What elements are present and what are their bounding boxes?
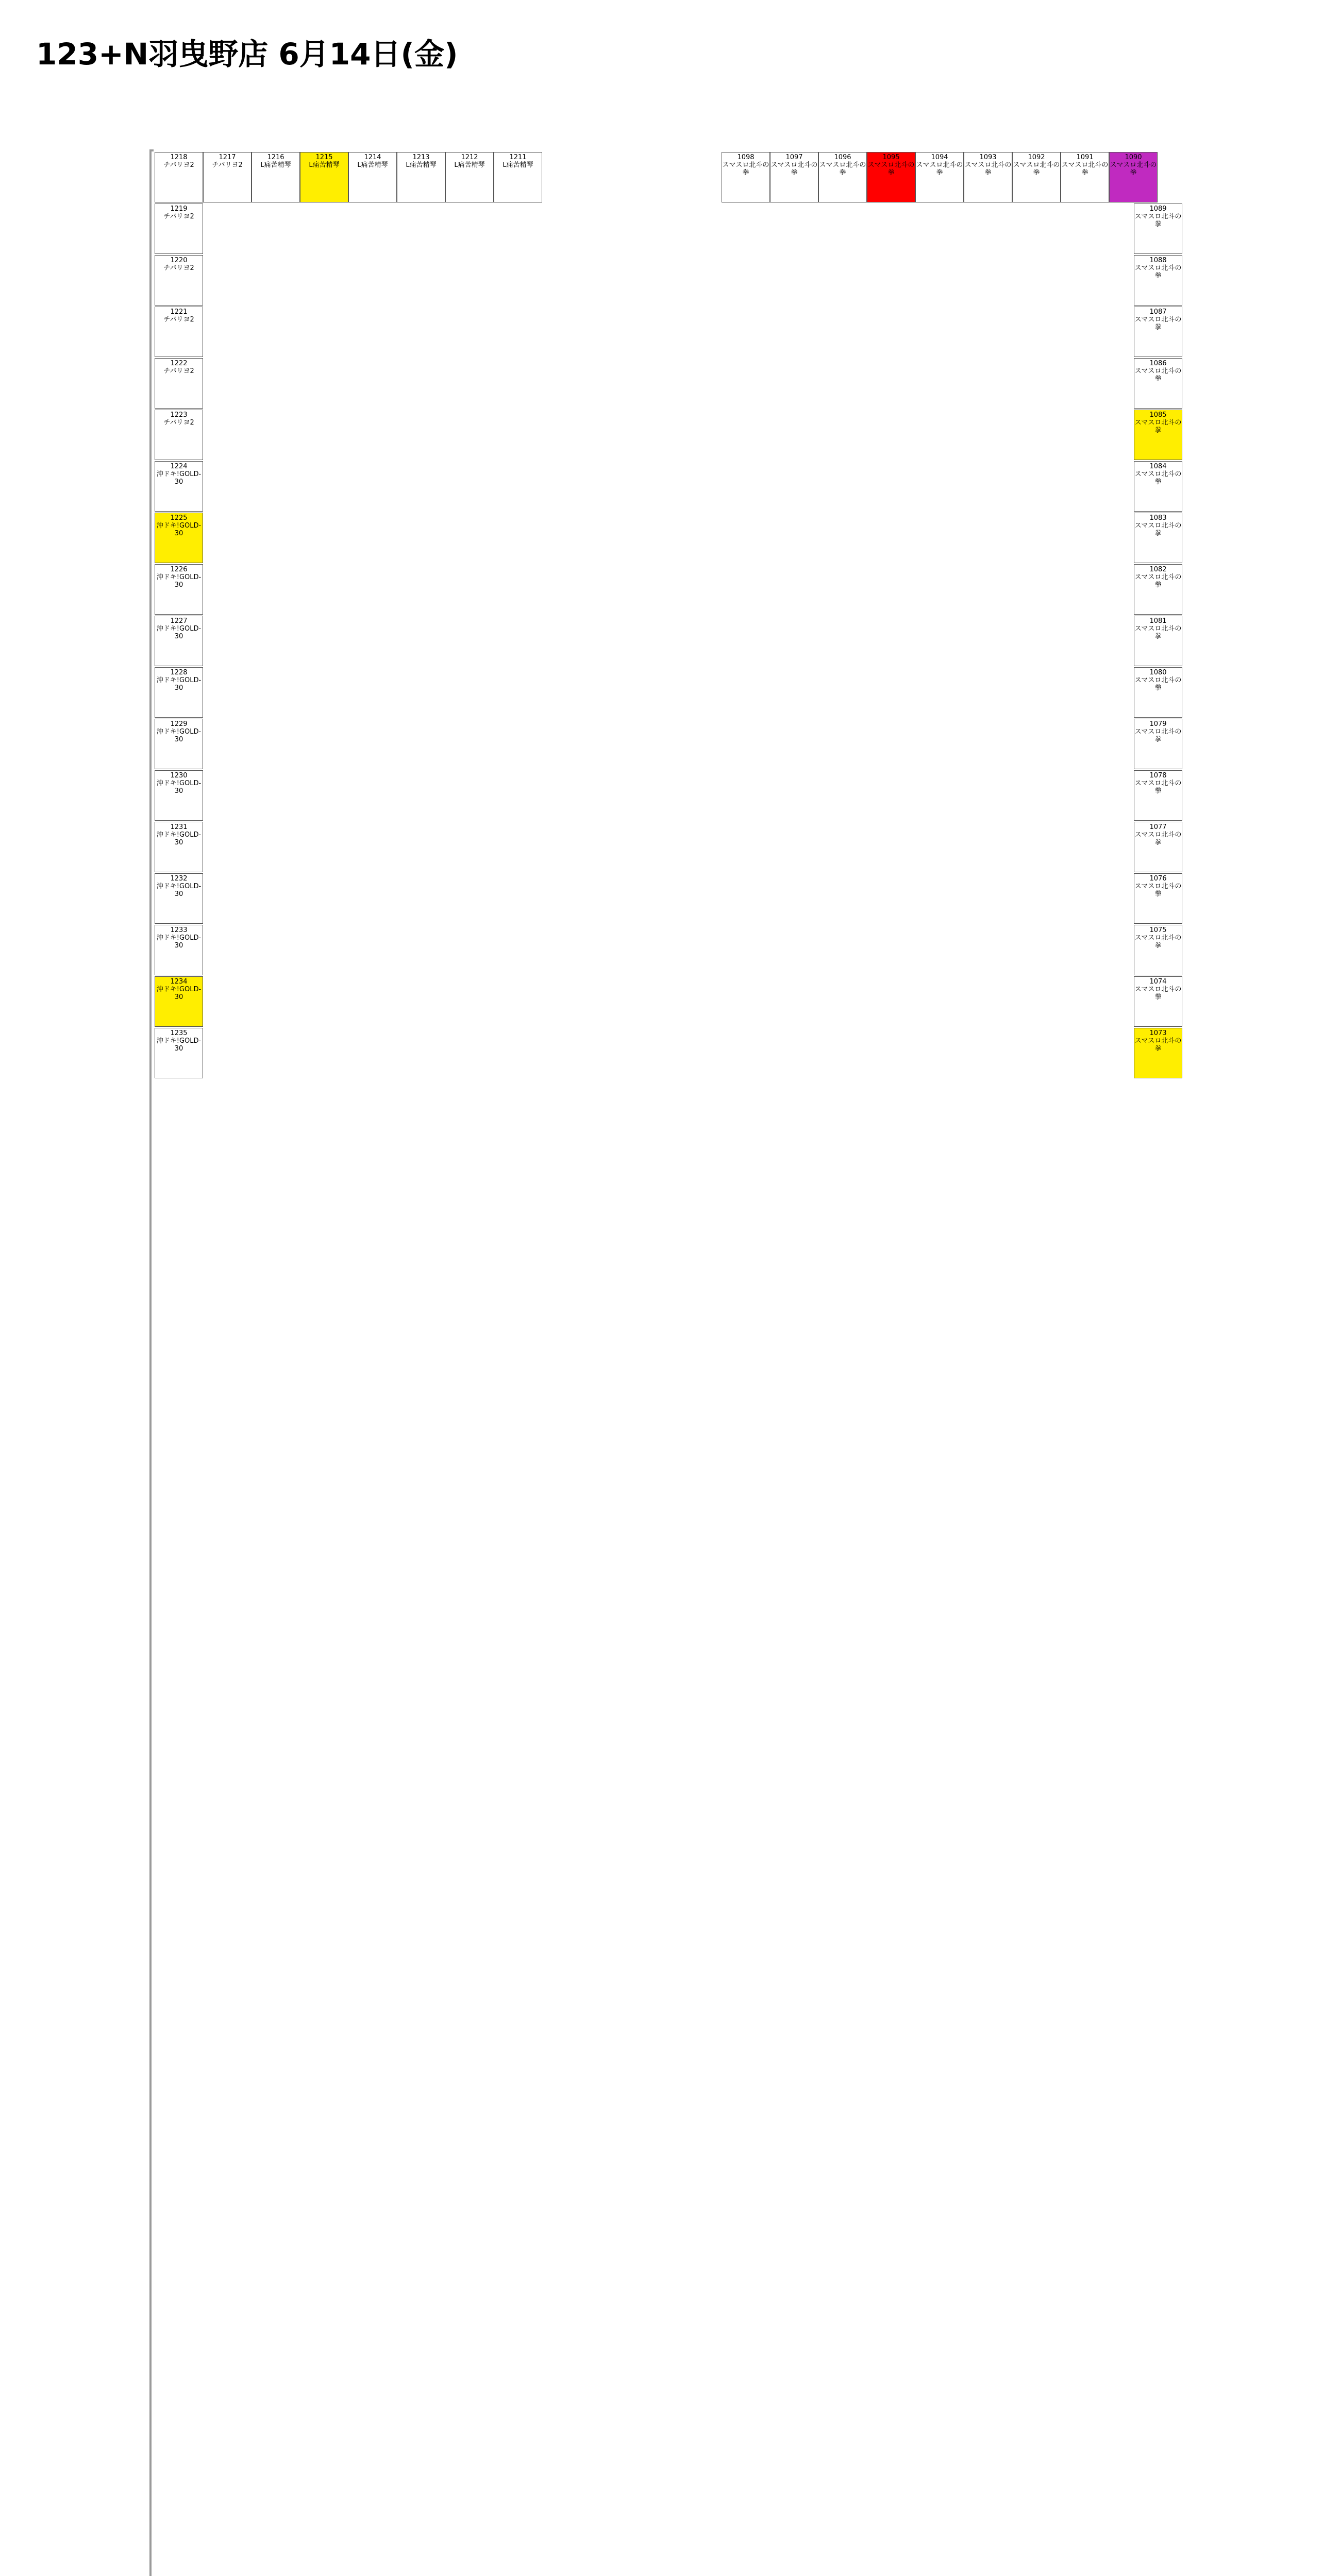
machine-model: L痛苦精琴 [309,161,340,169]
machine-number: 1217 [219,154,236,161]
machine-number: 1085 [1149,411,1167,419]
machine-model: スマスロ北斗の拳 [1134,573,1182,589]
machine-number: 1093 [979,154,997,161]
machine-model: 沖ドキ!GOLD-30 [156,573,202,589]
machine-slot [155,770,203,821]
machine-slot [155,873,203,924]
machine-model: スマスロ北斗の拳 [1134,883,1182,898]
machine-number: 1075 [1149,926,1167,934]
machine-number: 1212 [461,154,478,161]
machine-number: 1088 [1149,257,1167,264]
machine-slot [1134,976,1182,1027]
machine-slot [1134,255,1182,306]
machine-slot [1134,770,1182,821]
page-title: 123+N羽曳野店 6月14日(金) [36,37,458,72]
machine-slot [252,152,300,202]
machine-number: 1074 [1149,978,1167,986]
machine-model: チバリヨ2 [163,264,194,272]
machine-model: スマスロ北斗の拳 [770,161,818,177]
machine-model: スマスロ北斗の拳 [1134,831,1182,846]
machine-slot [1109,152,1158,202]
machine-model: スマスロ北斗の拳 [1134,934,1182,950]
machine-model: スマスロ北斗の拳 [1134,264,1182,280]
machine-model: 沖ドキ!GOLD-30 [156,779,202,795]
machine-slot [494,152,542,202]
machine-model: 沖ドキ!GOLD-30 [156,728,202,743]
machine-model: スマスロ北斗の拳 [867,161,915,177]
machine-number: 1226 [170,566,188,573]
machine-slot [1134,564,1182,615]
machine-number: 1097 [785,154,803,161]
machine-model: L痛苦精琴 [357,161,388,169]
machine-slot [155,976,203,1027]
machine-model: チバリヨ2 [212,161,243,169]
machine-slot [964,152,1012,202]
machine-model: L痛苦精琴 [260,161,291,169]
machine-number: 1089 [1149,205,1167,213]
machine-slot [1134,667,1182,718]
machine-model: スマスロ北斗の拳 [1134,625,1182,640]
machine-model: スマスロ北斗の拳 [1134,779,1182,795]
machine-number: 1079 [1149,720,1167,728]
machine-model: スマスロ北斗の拳 [916,161,963,177]
machine-number: 1235 [170,1029,188,1037]
machine-number: 1227 [170,617,188,625]
machine-slot [915,152,964,202]
machine-slot [203,152,252,202]
machine-slot [155,667,203,718]
machine-number: 1221 [170,308,188,316]
machine-model: 沖ドキ!GOLD-30 [156,1037,202,1053]
machine-number: 1219 [170,205,188,213]
machine-number: 1076 [1149,875,1167,883]
machine-slot [155,513,203,563]
machine-slot [155,616,203,666]
machine-slot [1134,822,1182,872]
machine-model: スマスロ北斗の拳 [1013,161,1060,177]
machine-slot [1134,1028,1182,1078]
machine-slot [867,152,915,202]
machine-model: 沖ドキ!GOLD-30 [156,676,202,692]
machine-number: 1090 [1125,154,1142,161]
machine-model: スマスロ北斗の拳 [1134,213,1182,228]
machine-model: 沖ドキ!GOLD-30 [156,522,202,537]
machine-model: スマスロ北斗の拳 [1134,316,1182,331]
machine-number: 1224 [170,463,188,470]
machine-slot [155,719,203,769]
machine-model: スマスロ北斗の拳 [1134,728,1182,743]
machine-slot [1134,513,1182,563]
machine-model: 沖ドキ!GOLD-30 [156,831,202,846]
machine-model: スマスロ北斗の拳 [722,161,769,177]
wall-left [149,149,152,2576]
machine-slot [1134,719,1182,769]
machine-number: 1223 [170,411,188,419]
machine-slot [818,152,867,202]
machine-model: チバリヨ2 [163,161,194,169]
machine-number: 1077 [1149,823,1167,831]
machine-model: L痛苦精琴 [502,161,533,169]
machine-number: 1082 [1149,566,1167,573]
machine-slot [1012,152,1061,202]
machine-model: スマスロ北斗の拳 [964,161,1012,177]
machine-slot [155,307,203,357]
machine-model: スマスロ北斗の拳 [1110,161,1157,177]
machine-number: 1091 [1076,154,1094,161]
machine-slot [445,152,494,202]
machine-slot [1134,616,1182,666]
machine-number: 1094 [931,154,948,161]
machine-number: 1214 [364,154,381,161]
machine-slot [155,410,203,460]
machine-slot [1134,461,1182,512]
machine-slot [155,204,203,254]
machine-model: 沖ドキ!GOLD-30 [156,934,202,950]
machine-model: スマスロ北斗の拳 [1134,986,1182,1001]
machine-model: スマスロ北斗の拳 [1134,470,1182,486]
machine-number: 1222 [170,360,188,367]
machine-number: 1096 [834,154,851,161]
machine-number: 1215 [315,154,333,161]
machine-slot [722,152,770,202]
machine-slot [1134,873,1182,924]
machine-model: チバリヨ2 [163,419,194,427]
machine-slot [770,152,818,202]
machine-number: 1081 [1149,617,1167,625]
machine-model: スマスロ北斗の拳 [1134,367,1182,383]
machine-number: 1234 [170,978,188,986]
machine-number: 1230 [170,772,188,779]
machine-number: 1083 [1149,514,1167,522]
machine-slot [1061,152,1109,202]
machine-slot [155,564,203,615]
machine-slot [1134,925,1182,975]
machine-number: 1086 [1149,360,1167,367]
machine-model: チバリヨ2 [163,316,194,324]
machine-model: L痛苦精琴 [454,161,485,169]
machine-slot [155,358,203,409]
machine-model: 沖ドキ!GOLD-30 [156,470,202,486]
machine-number: 1213 [412,154,430,161]
machine-slot [1134,410,1182,460]
machine-number: 1092 [1028,154,1045,161]
machine-model: スマスロ北斗の拳 [1134,419,1182,434]
machine-model: スマスロ北斗の拳 [1061,161,1109,177]
machine-number: 1231 [170,823,188,831]
machine-slot [397,152,445,202]
machine-number: 1229 [170,720,188,728]
machine-model: スマスロ北斗の拳 [1134,522,1182,537]
machine-number: 1073 [1149,1029,1167,1037]
machine-number: 1095 [882,154,900,161]
machine-slot [1134,204,1182,254]
machine-number: 1225 [170,514,188,522]
machine-model: チバリヨ2 [163,367,194,375]
machine-slot [155,822,203,872]
machine-slot [155,925,203,975]
machine-model: チバリヨ2 [163,213,194,221]
machine-number: 1232 [170,875,188,883]
machine-slot [348,152,397,202]
machine-slot [155,255,203,306]
machine-slot [155,1028,203,1078]
machine-slot [155,152,203,202]
machine-number: 1228 [170,669,188,676]
machine-slot [155,461,203,512]
machine-model: スマスロ北斗の拳 [1134,1037,1182,1053]
machine-model: 沖ドキ!GOLD-30 [156,625,202,640]
machine-slot [1134,358,1182,409]
machine-number: 1098 [737,154,755,161]
machine-number: 1084 [1149,463,1167,470]
machine-number: 1087 [1149,308,1167,316]
machine-number: 1078 [1149,772,1167,779]
machine-number: 1233 [170,926,188,934]
machine-model: スマスロ北斗の拳 [819,161,866,177]
machine-number: 1218 [170,154,188,161]
machine-number: 1211 [509,154,527,161]
machine-model: 沖ドキ!GOLD-30 [156,986,202,1001]
machine-number: 1080 [1149,669,1167,676]
machine-model: 沖ドキ!GOLD-30 [156,883,202,898]
machine-model: L痛苦精琴 [406,161,437,169]
machine-model: スマスロ北斗の拳 [1134,676,1182,692]
machine-number: 1216 [267,154,284,161]
machine-number: 1220 [170,257,188,264]
machine-slot [1134,307,1182,357]
machine-slot [300,152,348,202]
